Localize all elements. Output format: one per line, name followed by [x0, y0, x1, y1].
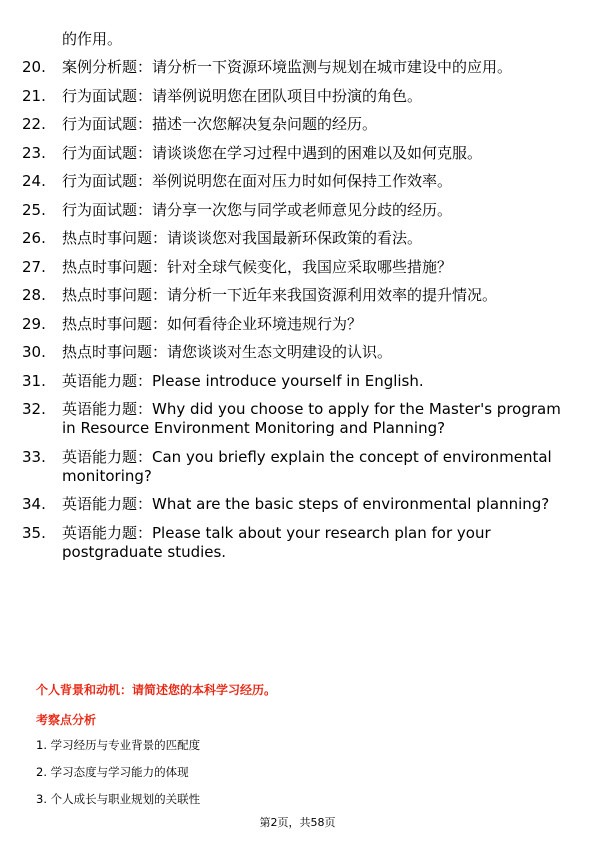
item-number: 33. [22, 447, 46, 466]
item-text: 热点时事问题：请您谈谈对生态文明建设的认识。 [62, 343, 393, 361]
item-number: 21. [22, 86, 46, 105]
list-item: 1. 学习经历与专业背景的匹配度 [36, 738, 201, 752]
item-text: 行为面试题：描述一次您解决复杂问题的经历。 [62, 115, 378, 133]
item-number: 22. [22, 115, 46, 133]
list-item [0, 201, 595, 220]
item-number: 32. [22, 400, 46, 418]
item-number: 35. [22, 523, 46, 542]
item-number: 29. [22, 314, 46, 333]
item-text: 行为面试题：请分享一次您与同学或老师意见分歧的经历。 [62, 200, 453, 219]
item-text: 热点时事问题：请分析一下近年来我国资源利用效率的提升情况。 [62, 286, 498, 304]
list-item: 2. 学习态度与学习能力的体现 [36, 765, 189, 779]
item-text: 英语能力题：Please talk about your research plan for your postgraduate studies. [62, 523, 491, 561]
list-item [0, 115, 595, 134]
item-text: 英语能力题：What are the basic steps of environmental planning? [62, 495, 550, 513]
item-number: 27. [22, 257, 46, 276]
item-text: 英语能力题：Can you briefly explain the concept of environmental monitoring? [62, 447, 552, 485]
section-heading: 个人背景和动机：请简述您的本科学习经历。 [36, 683, 277, 697]
item-number: 24. [22, 172, 46, 190]
item-number: 31. [22, 371, 46, 390]
item-text: 热点时事问题：如何看待企业环境违规行为？ [62, 314, 363, 333]
question-list [0, 58, 595, 571]
item-number: 23. [22, 143, 46, 162]
item-number: 34. [22, 495, 46, 513]
item-text: 行为面试题：请谈谈您在学习过程中遇到的困难以及如何克服。 [62, 143, 483, 162]
item-number: 20. [22, 58, 46, 76]
list-item [0, 58, 595, 77]
item-text: 案例分析题：请分析一下资源环境监测与规划在城市建设中的应用。 [62, 58, 513, 76]
item-number: 28. [22, 286, 46, 304]
list-item [0, 87, 595, 106]
list-item [0, 524, 595, 562]
item-text: 热点时事问题：请谈谈您对我国最新环保政策的看法。 [62, 229, 423, 247]
item-text: 热点时事问题：针对全球气候变化，我国应采取哪些措施？ [62, 257, 453, 276]
list-item [0, 258, 595, 277]
list-item [0, 448, 595, 486]
item-text: 行为面试题：举例说明您在面对压力时如何保持工作效率。 [62, 172, 453, 190]
list-item [0, 400, 595, 438]
page-number: 第2页，共58页 [259, 816, 336, 829]
analysis-point-list [36, 738, 200, 819]
list-item [0, 495, 595, 514]
list-item [0, 172, 595, 191]
item-text: 英语能力题：Why did you choose to apply for the Master's program in Resource Environment Monitoring and Planning? [62, 400, 561, 437]
list-item [0, 286, 595, 305]
list-item [0, 315, 595, 334]
item-text: 行为面试题：请举例说明您在团队项目中扮演的角色。 [62, 86, 423, 105]
list-item [0, 144, 595, 163]
item-number: 30. [22, 343, 46, 361]
item-number: 26. [22, 229, 46, 247]
continuation-text: 的作用。 [62, 30, 123, 48]
list-item: 3. 个人成长与职业规划的关联性 [36, 792, 201, 806]
list-item [0, 229, 595, 248]
list-item [0, 343, 595, 362]
analysis-subheading: 考察点分析 [36, 713, 97, 727]
item-text: 英语能力题：Please introduce yourself in English. [62, 371, 424, 390]
list-item [0, 372, 595, 391]
item-number: 25. [22, 200, 46, 219]
